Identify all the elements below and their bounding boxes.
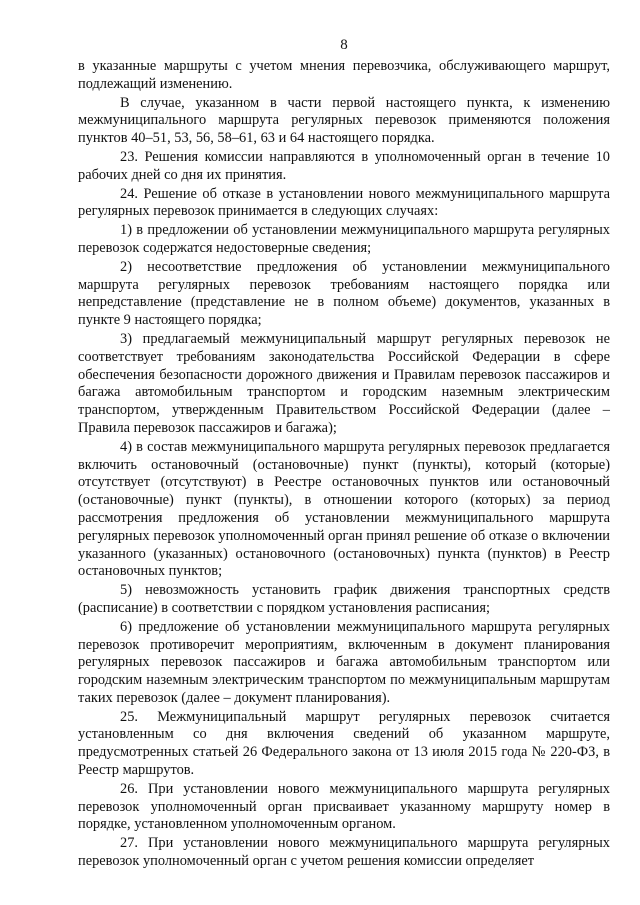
paragraph: 5) невозможность установить график движения транспортных средств (расписание) в соответствии с порядком установления расписания; — [78, 582, 610, 616]
paragraph: в указанные маршруты с учетом мнения перевозчика, обслуживающего маршрут, подлежащий изменению. — [78, 58, 610, 92]
paragraph: 3) предлагаемый межмуниципальный маршрут регулярных перевозок не соответствует требованиям законодательства Российской Федерации в сфере обеспечения безопасности дорожного движения и Правилам перевозок пассажиров и багажа автомобильным транспортом и городским наземным электрическим транспортом, утвержденным Правительством Российской Федерации (далее – Правила перевозок пассажиров и багажа); — [78, 330, 610, 436]
paragraph: 23. Решения комиссии направляются в уполномоченный орган в течение 10 рабочих дней со дня их принятия. — [78, 148, 610, 183]
paragraph: 1) в предложении об установлении межмуниципального маршрута регулярных перевозок содержатся недостоверные сведения; — [78, 222, 610, 256]
paragraph: В случае, указанном в части первой настоящего пункта, к изменению межмуниципального маршрута регулярных перевозок применяются положения пунктов 40–51, 53, 56, 58–61, 63 и 64 настоящего порядка. — [78, 94, 610, 147]
paragraph: 24. Решение об отказе в установлении нового межмуниципального маршрута регулярных перевозок принимается в следующих случаях: — [78, 185, 610, 220]
paragraph: 27. При установлении нового межмуниципального маршрута регулярных перевозок уполномоченный орган с учетом решения комиссии определяет — [78, 835, 610, 870]
paragraph: 26. При установлении нового межмуниципального маршрута регулярных перевозок уполномоченный орган присваивает указанному маршруту номер в порядке, установленном уполномоченным органом. — [78, 780, 610, 833]
paragraph: 2) несоответствие предложения об установлении межмуниципального маршрута регулярных перевозок требованиям настоящего порядка или непредставление (представление не в полном объеме) документов, указанных в пункте 9 настоящего порядка; — [78, 258, 610, 329]
paragraph: 25. Межмуниципальный маршрут регулярных перевозок считается установленным со дня включения сведений об указанном маршруте, предусмотренных статьей 26 Федерального закона от 13 июля 2015 года № 220-ФЗ, в Реестр маршрутов. — [78, 708, 610, 779]
document-page — [78, 36, 610, 872]
paragraph: 6) предложение об установлении межмуниципального маршрута регулярных перевозок противоречит мероприятиям, включенным в документ планирования регулярных перевозок пассажиров и багажа автомобильным транспортом или городским наземным электрическим транспортом по межмуниципальным маршрутам таких перевозок (далее – документ планирования). — [78, 618, 610, 706]
paragraph: 4) в состав межмуниципального маршрута регулярных перевозок предлагается включить остановочный (остановочные) пункт (пункты), который (которые) отсутствует (отсутствуют) в Реестре остановочных пунктов или остановочный (остановочные) пункт (пункты), в отношении которого (которых) за период рассмотрения предложения об установлении межмуниципального маршрута регулярных перевозок уполномоченный орган принял решение об отказе о включении указанного (указанных) остановочного (остановочных) пункта (пунктов) в Реестр остановочных пунктов; — [78, 438, 610, 580]
document-body — [78, 58, 610, 871]
page-number: 8 — [340, 37, 348, 53]
